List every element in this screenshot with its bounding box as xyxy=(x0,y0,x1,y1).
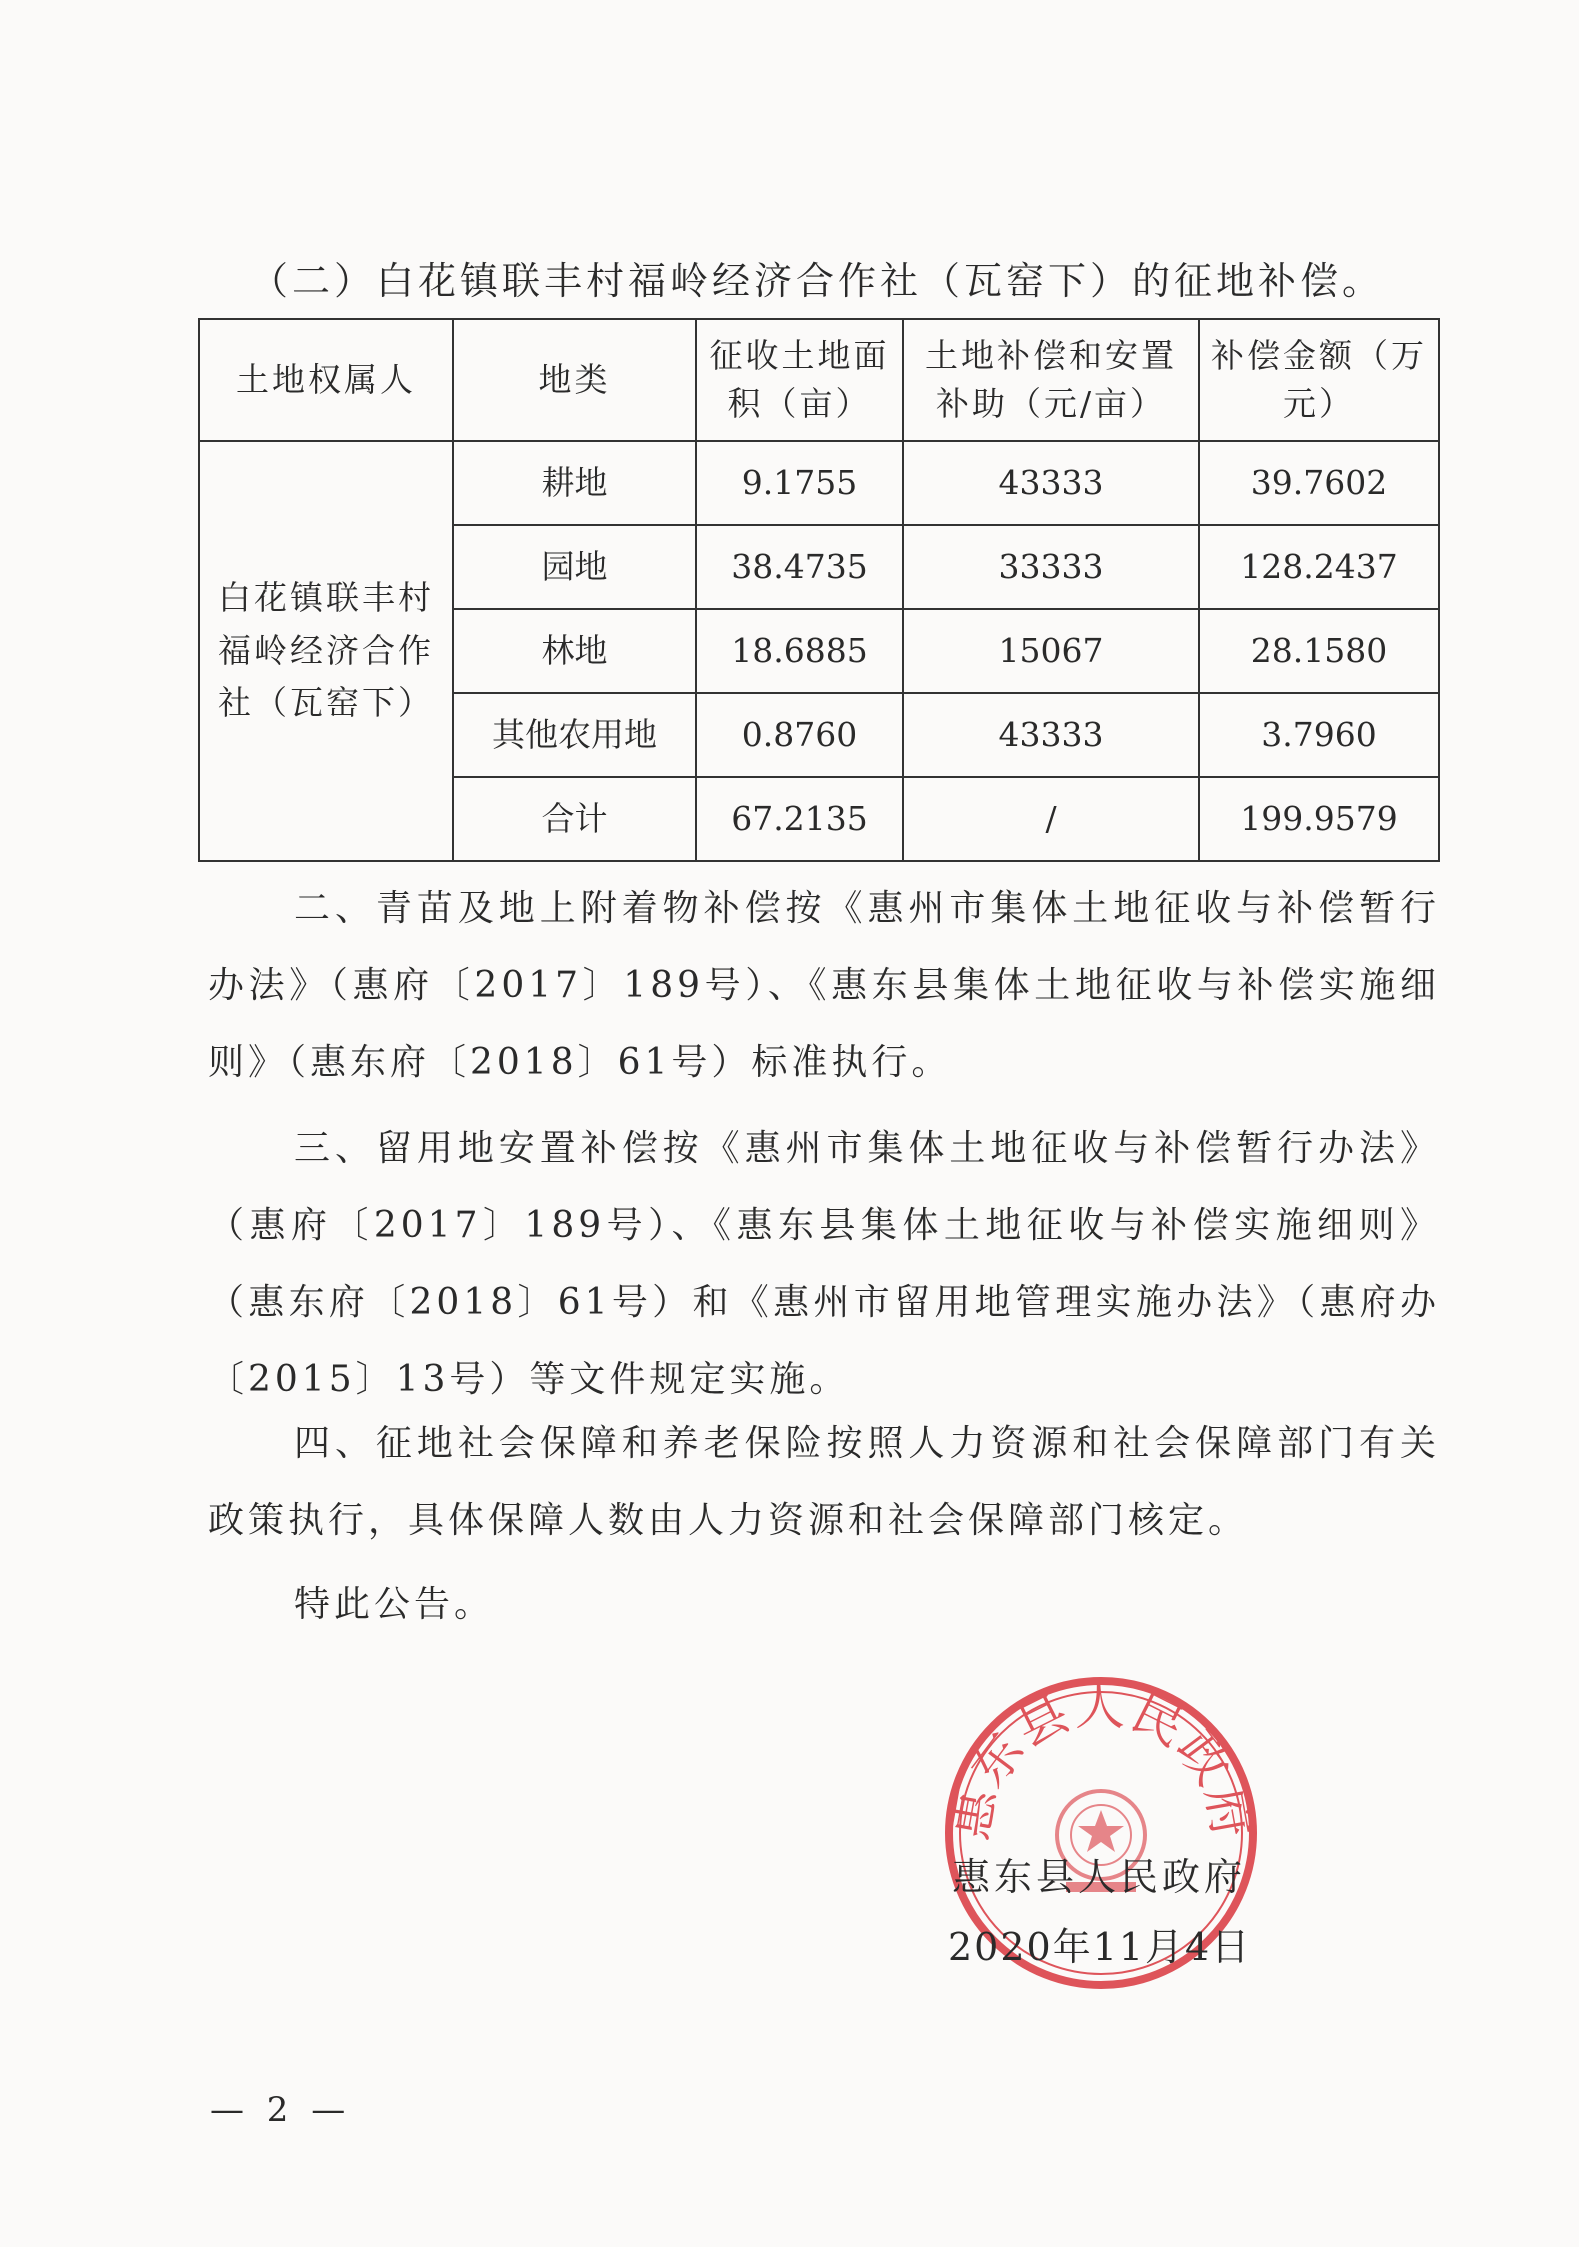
owner-cell: 白花镇联丰村福岭经济合作社（瓦窑下） xyxy=(199,441,453,861)
page-number: — 2 — xyxy=(210,2090,352,2130)
cell-land-type: 其他农用地 xyxy=(453,693,696,777)
cell-amount: 28.1580 xyxy=(1199,609,1439,693)
compensation-table xyxy=(198,318,1440,862)
paragraph-seedling-compensation: 二、青苗及地上附着物补偿按《惠州市集体土地征收与补偿暂行办法》（惠府〔2017〕189号）、《惠东县集体土地征收与补偿实施细则》（惠东府〔2018〕61号）标准执行。 xyxy=(208,888,1440,1083)
issuer-name: 惠东县人民政府 xyxy=(952,1855,1247,1899)
cell-land-type: 园地 xyxy=(453,525,696,609)
cell-area: 18.6885 xyxy=(696,609,903,693)
section-heading: （二）白花镇联丰村福岭经济合作社（瓦窑下）的征地补偿。 xyxy=(250,259,1385,303)
cell-amount: 128.2437 xyxy=(1199,525,1439,609)
cell-amount: 39.7602 xyxy=(1199,441,1439,525)
cell-rate: 43333 xyxy=(903,441,1199,525)
table-header-row xyxy=(199,319,1439,441)
header-area: 征收土地面积（亩） xyxy=(696,319,903,441)
paragraph-social-security: 四、征地社会保障和养老保险按照人力资源和社会保障部门有关政策执行，具体保障人数由人力资源和社会保障部门核定。 xyxy=(208,1423,1440,1541)
cell-rate: 33333 xyxy=(903,525,1199,609)
cell-land-type: 耕地 xyxy=(453,441,696,525)
table-row xyxy=(199,441,1439,525)
cell-rate: / xyxy=(903,777,1199,861)
cell-rate: 15067 xyxy=(903,609,1199,693)
paragraph-closing: 特此公告。 xyxy=(294,1584,495,1625)
svg-text:惠东县人民政府: 惠东县人民政府 xyxy=(940,1678,1262,1845)
cell-land-type: 合计 xyxy=(453,777,696,861)
cell-area: 0.8760 xyxy=(696,693,903,777)
header-rate: 土地补偿和安置补助（元/亩） xyxy=(903,319,1199,441)
header-owner: 土地权属人 xyxy=(199,319,453,441)
paragraph-reserved-land: 三、留用地安置补偿按《惠州市集体土地征收与补偿暂行办法》（惠府〔2017〕189号）、《惠东县集体土地征收与补偿实施细则》（惠东府〔2018〕61号）和《惠州市留用地管理实施办法》（惠府办〔2015〕13号）等文件规定实施。 xyxy=(208,1128,1440,1400)
cell-area: 67.2135 xyxy=(696,777,903,861)
cell-amount: 199.9579 xyxy=(1199,777,1439,861)
header-amount: 补偿金额（万元） xyxy=(1199,319,1439,441)
cell-area: 9.1755 xyxy=(696,441,903,525)
issue-date: 2020年11月4日 xyxy=(948,1925,1252,1969)
cell-amount: 3.7960 xyxy=(1199,693,1439,777)
header-land-type: 地类 xyxy=(453,319,696,441)
cell-land-type: 林地 xyxy=(453,609,696,693)
cell-rate: 43333 xyxy=(903,693,1199,777)
cell-area: 38.4735 xyxy=(696,525,903,609)
